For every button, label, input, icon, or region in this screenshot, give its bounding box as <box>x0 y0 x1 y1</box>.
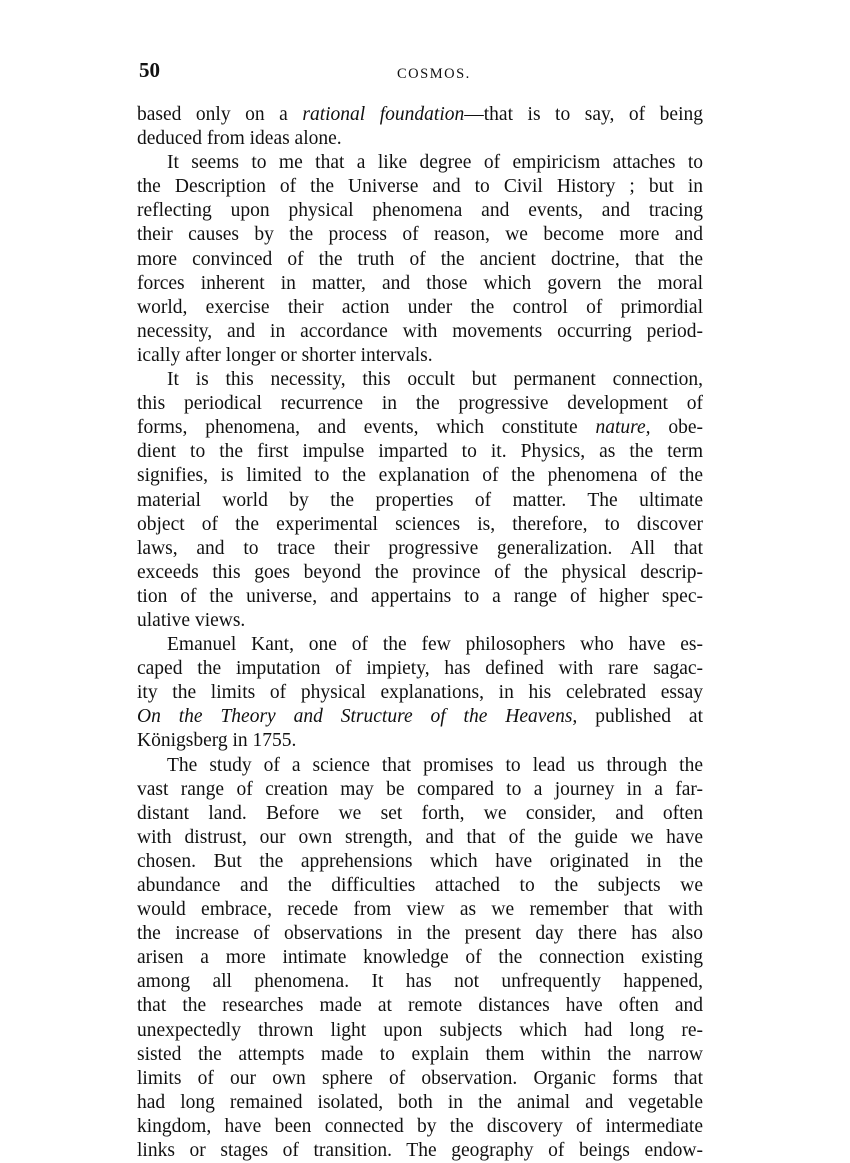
body-text <box>137 103 703 1163</box>
text-run: The study of a science that promises to lead us through the <box>167 754 703 776</box>
text-run: arisen a more intimate knowledge of the connection existing <box>137 947 703 969</box>
text-line <box>137 1043 703 1067</box>
text-run: unexpectedly thrown light upon subjects which had long re- <box>137 1019 703 1041</box>
text-line <box>137 464 703 488</box>
text-line <box>137 175 703 199</box>
text-line <box>137 368 703 392</box>
text-run: ity the limits of physical explanations, in his celebrated essay <box>137 682 703 704</box>
text-line <box>137 850 703 874</box>
text-line <box>137 898 703 922</box>
text-run: ulative views. <box>137 609 246 631</box>
text-run: chosen. But the apprehensions which have originated in the <box>137 850 703 872</box>
text-run: the Description of the Universe and to Civil History ; but in <box>137 176 703 198</box>
text-line <box>137 513 703 537</box>
text-run: necessity, and in accordance with movements occurring period- <box>137 320 703 342</box>
text-run: It is this necessity, this occult but permanent connection, <box>167 369 703 391</box>
text-run: the increase of observations in the present day there has also <box>137 923 703 945</box>
text-run: forms, phenomena, and events, which constitute <box>137 417 596 439</box>
text-line <box>137 585 703 609</box>
text-run: caped the imputation of impiety, has defined with rare sagac- <box>137 658 703 680</box>
text-line <box>137 802 703 826</box>
text-run: kingdom, have been connected by the discovery of intermediate <box>137 1115 703 1137</box>
text-line <box>137 561 703 585</box>
text-line <box>137 1067 703 1091</box>
text-line <box>137 922 703 946</box>
text-line <box>137 633 703 657</box>
text-run: sisted the attempts made to explain them within the narrow <box>137 1043 703 1065</box>
text-line <box>137 681 703 705</box>
text-line <box>137 729 703 753</box>
italic-text: On the Theory and Structure of the Heavens, <box>137 706 578 728</box>
text-line <box>137 994 703 1018</box>
text-run: tion of the universe, and appertains to a range of higher spec- <box>137 585 703 607</box>
text-run: published at <box>577 706 703 728</box>
text-line <box>137 1115 703 1139</box>
text-line <box>137 440 703 464</box>
paragraph <box>137 151 703 368</box>
text-run: material world by the properties of matter. The ultimate <box>137 489 703 511</box>
running-title: COSMOS. <box>397 66 471 82</box>
text-line <box>137 223 703 247</box>
paragraph <box>137 754 703 1163</box>
text-line <box>137 272 703 296</box>
paragraph <box>137 368 703 633</box>
text-run: links or stages of transition. The geography of beings endow- <box>137 1140 703 1162</box>
text-line <box>137 151 703 175</box>
text-line <box>137 705 703 729</box>
text-line <box>137 103 703 127</box>
text-line <box>137 1019 703 1043</box>
italic-text: rational foundation <box>302 104 465 125</box>
text-run: their causes by the process of reason, we become more and <box>137 224 703 246</box>
text-line <box>137 320 703 344</box>
text-line <box>137 1091 703 1115</box>
text-run: abundance and the difficulties attached to the subjects we <box>137 875 703 896</box>
text-line <box>137 946 703 970</box>
book-page <box>137 58 703 1163</box>
text-line <box>137 778 703 802</box>
text-run: dient to the first impulse imparted to it. Physics, as the term <box>137 441 703 463</box>
text-run: forces inherent in matter, and those which govern the moral <box>137 272 703 294</box>
text-run: world, exercise their action under the control of primordial <box>137 296 703 318</box>
text-line <box>137 199 703 223</box>
page-number: 50 <box>139 58 160 82</box>
text-line <box>137 127 703 151</box>
text-run: —that is to say, of being <box>464 104 703 125</box>
text-run: object of the experimental sciences is, therefore, to discover <box>137 513 703 535</box>
text-run: had long remained isolated, both in the animal and vegetable <box>137 1091 703 1113</box>
text-run: obe- <box>650 417 703 439</box>
text-run: distant land. Before we set forth, we consider, and often <box>137 802 703 824</box>
paragraph <box>137 633 703 753</box>
text-run: with distrust, our own strength, and that of the guide we have <box>137 826 703 848</box>
text-run: laws, and to trace their progressive generalization. All that <box>137 537 703 559</box>
text-run: ically after longer or shorter intervals. <box>137 344 433 366</box>
text-line <box>137 970 703 994</box>
text-run: Emanuel Kant, one of the few philosophers who have es- <box>167 634 703 656</box>
running-head <box>137 58 703 88</box>
text-run: more convinced of the truth of the ancient doctrine, that the <box>137 248 703 270</box>
text-line <box>137 537 703 561</box>
italic-text: nature, <box>595 417 651 439</box>
text-line <box>137 609 703 633</box>
text-run: exceeds this goes beyond the province of the physical descrip- <box>137 561 703 583</box>
text-line <box>137 416 703 440</box>
text-line <box>137 754 703 778</box>
text-line <box>137 657 703 681</box>
text-line <box>137 489 703 513</box>
text-line <box>137 296 703 320</box>
paragraph <box>137 103 703 151</box>
text-run: deduced from ideas alone. <box>137 128 342 150</box>
text-run: limits of our own sphere of observation. Organic forms that <box>137 1067 703 1089</box>
text-line <box>137 392 703 416</box>
text-run: that the researches made at remote distances have often and <box>137 995 703 1017</box>
text-line <box>137 248 703 272</box>
text-line <box>137 826 703 850</box>
text-run: based only on a <box>137 104 303 125</box>
text-run: It seems to me that a like degree of empiricism attaches to <box>167 152 703 174</box>
text-run: this periodical recurrence in the progressive development of <box>137 393 703 415</box>
text-run: Königsberg in 1755. <box>137 730 297 752</box>
text-run: signifies, is limited to the explanation of the phenomena of the <box>137 465 703 487</box>
text-line <box>137 874 703 898</box>
text-run: among all phenomena. It has not unfrequently happened, <box>137 971 703 993</box>
text-run: vast range of creation may be compared to a journey in a far- <box>137 778 703 800</box>
text-run: would embrace, recede from view as we remember that with <box>137 899 703 921</box>
text-line <box>137 1139 703 1163</box>
text-line <box>137 344 703 368</box>
text-run: reflecting upon physical phenomena and events, and tracing <box>137 200 703 222</box>
